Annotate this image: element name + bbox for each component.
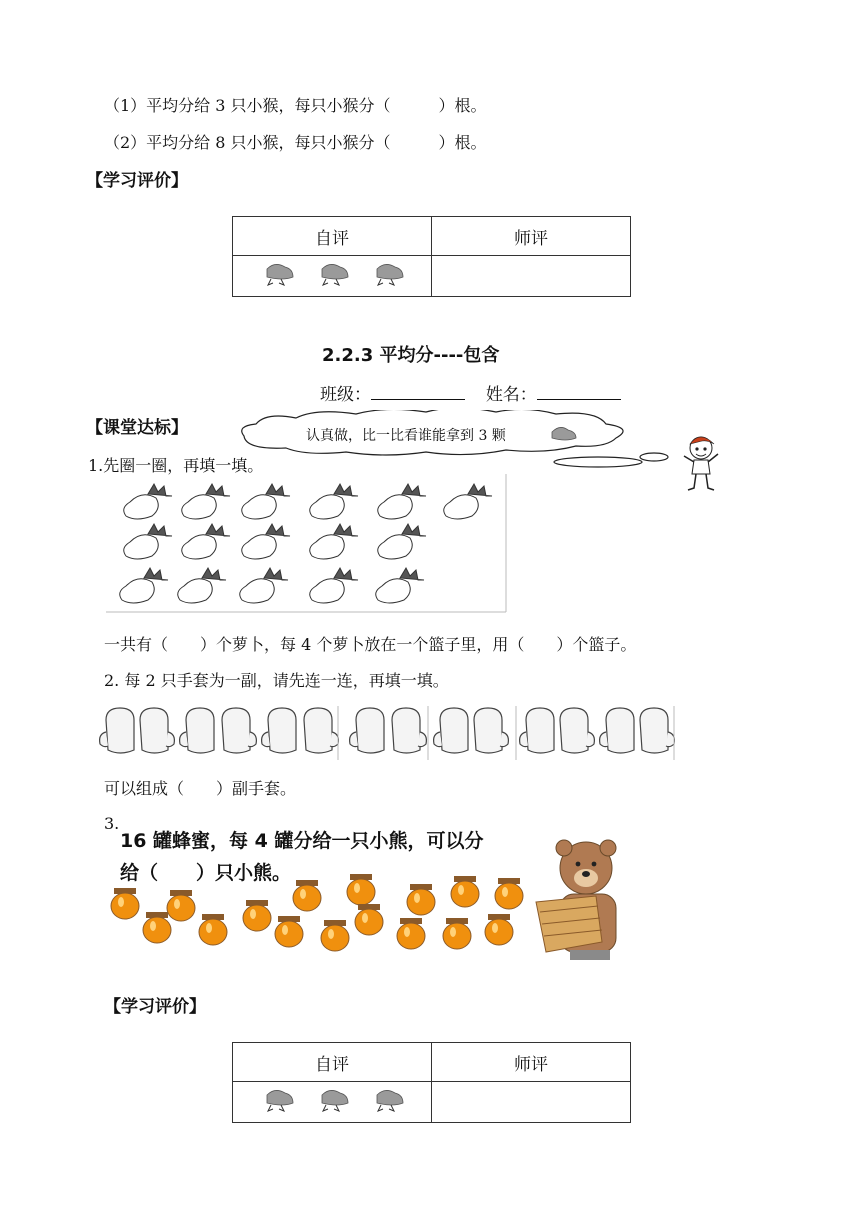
star-stickers-icon bbox=[247, 259, 417, 289]
radish-picture bbox=[106, 474, 508, 614]
q2-answer: 可以组成（ ）副手套。 bbox=[104, 779, 297, 798]
eval-teacher-header: 师评 bbox=[432, 217, 631, 256]
class-input[interactable] bbox=[371, 385, 465, 400]
q3-text-line2: 给（ ）只小熊。 bbox=[120, 862, 292, 884]
teacher-eval-cell[interactable] bbox=[432, 256, 631, 297]
name-label: 姓名： bbox=[485, 385, 537, 405]
bear-icon bbox=[536, 840, 616, 960]
section-title: 2.2.3 平均分----包含 bbox=[322, 345, 500, 366]
eval-heading-2: 【学习评价】 bbox=[104, 997, 206, 1017]
eval-self-header: 自评 bbox=[233, 217, 432, 256]
honey-jars-picture bbox=[108, 838, 648, 962]
q2-label: 2. 每 2 只手套为一副，请先连一连，再填一填。 bbox=[104, 671, 449, 690]
eval-table-1 bbox=[232, 216, 631, 297]
q3-text-line1: 16 罐蜂蜜，每 4 罐分给一只小熊，可以分 bbox=[120, 830, 484, 852]
q3-number: 3. bbox=[104, 814, 120, 833]
eval-teacher-header: 师评 bbox=[432, 1043, 631, 1082]
mittens-picture bbox=[94, 704, 678, 766]
class-field bbox=[320, 380, 621, 405]
question-line-2: （2）平均分给 8 只小猴，每只小猴分（ ）根。 bbox=[104, 133, 487, 152]
eval-self-header: 自评 bbox=[233, 1043, 432, 1082]
teacher-eval-cell[interactable] bbox=[432, 1082, 631, 1123]
cartoon-kid-icon bbox=[678, 432, 724, 496]
question-line-1: （1）平均分给 3 只小猴，每只小猴分（ ）根。 bbox=[104, 96, 487, 115]
q1-label: 1.先圈一圈，再填一填。 bbox=[88, 456, 264, 475]
practice-heading: 【课堂达标】 bbox=[86, 418, 188, 438]
name-input[interactable] bbox=[537, 385, 621, 400]
eval-table-2 bbox=[232, 1042, 631, 1123]
cloud-text: 认真做，比一比看谁能拿到 3 颗 bbox=[306, 428, 506, 444]
q1-answer: 一共有（ ）个萝卜，每 4 个萝卜放在一个篮子里，用（ ）个篮子。 bbox=[104, 635, 637, 654]
star-stickers-icon bbox=[247, 1085, 417, 1115]
class-label: 班级： bbox=[320, 385, 371, 405]
self-eval-stars bbox=[233, 1082, 432, 1123]
eval-heading-1: 【学习评价】 bbox=[86, 171, 188, 191]
self-eval-stars bbox=[233, 256, 432, 297]
